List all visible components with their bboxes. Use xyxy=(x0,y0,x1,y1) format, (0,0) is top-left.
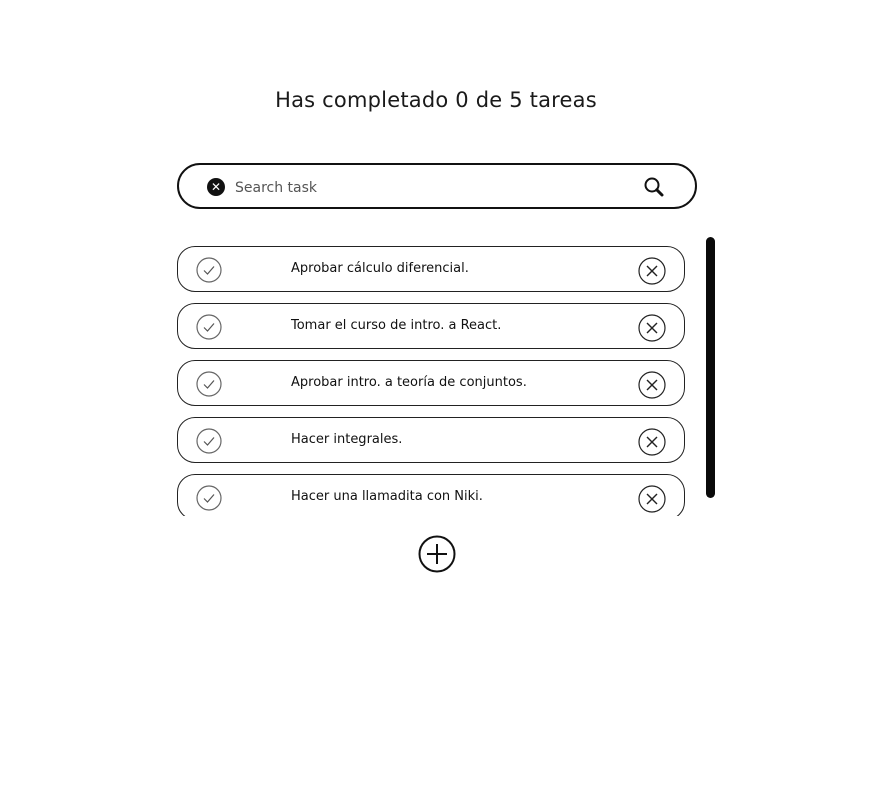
check-circle-icon[interactable] xyxy=(196,371,222,397)
tasks-counter: Has completado 0 de 5 tareas xyxy=(275,88,597,112)
check-circle-icon[interactable] xyxy=(196,428,222,454)
task-item xyxy=(177,417,685,463)
search-icon[interactable] xyxy=(643,176,665,198)
task-text: Hacer integrales. xyxy=(291,432,403,447)
task-item xyxy=(177,474,685,516)
task-list-scrollbar[interactable] xyxy=(706,237,715,498)
task-text: Tomar el curso de intro. a React. xyxy=(291,318,502,333)
check-circle-icon[interactable] xyxy=(196,314,222,340)
check-circle-icon[interactable] xyxy=(196,257,222,283)
task-item xyxy=(177,246,685,292)
delete-task-icon[interactable] xyxy=(638,485,666,513)
task-text: Aprobar intro. a teoría de conjuntos. xyxy=(291,375,527,390)
delete-task-icon[interactable] xyxy=(638,428,666,456)
delete-task-icon[interactable] xyxy=(638,371,666,399)
task-text: Aprobar cálculo diferencial. xyxy=(291,261,469,276)
clear-search-icon[interactable]: ✕ xyxy=(207,178,225,196)
check-circle-icon[interactable] xyxy=(196,485,222,511)
add-task-icon[interactable] xyxy=(418,535,456,573)
task-item xyxy=(177,360,685,406)
search-input[interactable] xyxy=(233,174,617,202)
delete-task-icon[interactable] xyxy=(638,314,666,342)
task-item xyxy=(177,303,685,349)
delete-task-icon[interactable] xyxy=(638,257,666,285)
task-list xyxy=(177,246,689,516)
task-text: Hacer una llamadita con Niki. xyxy=(291,489,483,504)
search-bar xyxy=(177,163,697,209)
